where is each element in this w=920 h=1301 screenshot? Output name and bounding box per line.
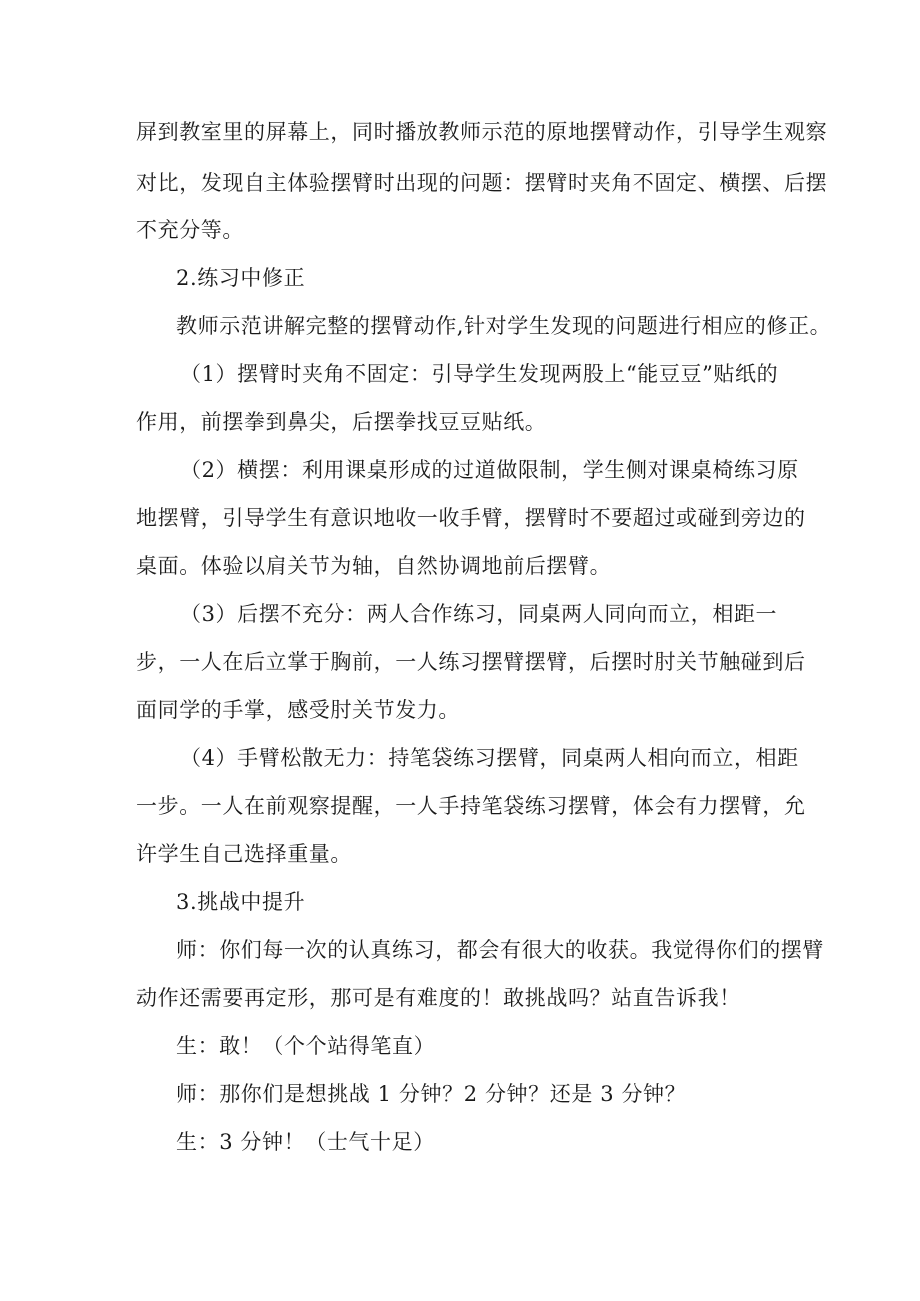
list-item-3-cont: 面同学的手掌，感受肘关节发力。: [136, 698, 460, 722]
list-item-2-cont: 桌面。体验以肩关节为轴，自然协调地前后摆臂。: [136, 554, 612, 578]
paragraph-line: 不充分等。: [136, 218, 244, 242]
section-heading-2: 2.练习中修正: [176, 266, 306, 290]
dialogue-student: 生：敢！（个个站得笔直）: [176, 1034, 436, 1058]
dialogue-teacher-cont: 动作还需要再定形，那可是有难度的！敢挑战吗？站直告诉我！: [136, 986, 741, 1010]
section-heading-3: 3.挑战中提升: [176, 890, 306, 914]
list-item-1: （1）摆臂时夹角不固定：引导学生发现两股上“能豆豆”贴纸的: [180, 362, 779, 386]
dialogue-teacher: 师：你们每一次的认真练习，都会有很大的收获。我觉得你们的摆臂: [176, 938, 824, 962]
list-item-2-cont: 地摆臂，引导学生有意识地收一收手臂，摆臂时不要超过或碰到旁边的: [136, 506, 806, 530]
list-item-2: （2）横摆：利用课桌形成的过道做限制，学生侧对课桌椅练习原: [180, 458, 799, 482]
list-item-3-cont: 步，一人在后立掌于胸前，一人练习摆臂摆臂，后摆时肘关节触碰到后: [136, 650, 806, 674]
list-item-4-cont: 许学生自己选择重量。: [136, 842, 352, 866]
dialogue-teacher: 师：那你们是想挑战 1 分钟？2 分钟？还是 3 分钟？: [176, 1082, 687, 1106]
paragraph-line: 教师示范讲解完整的摆臂动作,针对学生发现的问题进行相应的修正。: [176, 314, 832, 338]
list-item-4: （4）手臂松散无力：持笔袋练习摆臂，同桌两人相向而立，相距: [180, 746, 799, 770]
list-item-1-cont: 作用，前摆拳到鼻尖，后摆拳找豆豆贴纸。: [136, 410, 547, 434]
paragraph-line: 屏到教室里的屏幕上，同时播放教师示范的原地摆臂动作，引导学生观察: [136, 120, 828, 144]
paragraph-line: 对比，发现自主体验摆臂时出现的问题：摆臂时夹角不固定、横摆、后摆: [136, 171, 828, 195]
dialogue-student: 生：3 分钟！（士气十足）: [176, 1130, 435, 1154]
list-item-3: （3）后摆不充分：两人合作练习，同桌两人同向而立，相距一: [180, 602, 778, 626]
list-item-4-cont: 一步。一人在前观察提醒，一人手持笔袋练习摆臂，体会有力摆臂，允: [136, 794, 806, 818]
